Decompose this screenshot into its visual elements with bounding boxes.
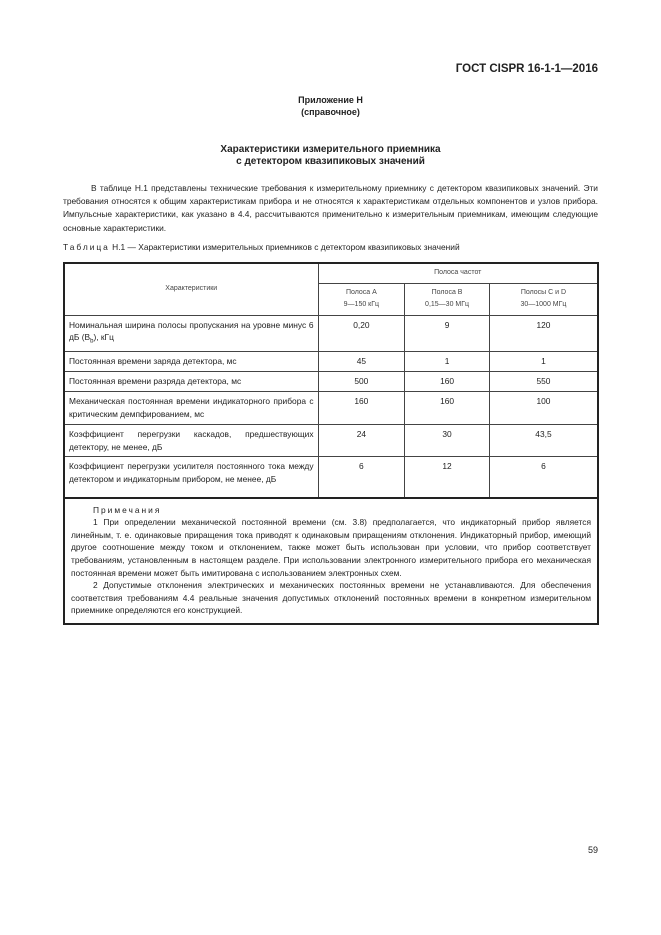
cell-value: 6: [489, 457, 598, 498]
cell-value: 9: [405, 315, 490, 352]
note-1: 1 При определении механической постоянной времени (см. 3.8) предполагается, что индикаторный прибор является линейным, т. е. одинаковые приращения тока приводят к одинаковым приращениям отклонения. Индикаторный прибор, имеющий другое соотношение между током и отклонением, также может быть использован при условии, что прибор соответствует требованиям, установленным в настоящем разделе. При использовании электронного измерительного прибора его механическая постоянная времени может быть имитирована с использованием электронных схем.: [71, 517, 591, 578]
cell-value: 24: [318, 425, 405, 457]
table-row: [64, 392, 598, 425]
annex-title: [0, 94, 661, 118]
row-label: Постоянная времени разряда детектора, мс: [64, 372, 318, 392]
header-band-group: Полоса частот: [318, 263, 598, 283]
heading-line-2: с детектором квазипиковых значений: [236, 156, 425, 167]
note-2: 2 Допустимые отклонения электрических и механических постоянных времени не устанавливаются. Для обеспечения соответствия требованиям 4.4 реальные значения допустимых отклонений постоянных времени в конкретном измерительном приемнике определяются его конструкцией.: [71, 580, 591, 616]
caption-label: Таблица: [63, 242, 110, 252]
caption-text: Н.1 — Характеристики измерительных приемников с детектором квазипиковых значений: [112, 242, 460, 252]
cell-value: 120: [489, 315, 598, 352]
cell-value: 43,5: [489, 425, 598, 457]
cell-value: 1: [489, 352, 598, 372]
header-band-cd: Полосы C и D 30—1000 МГц: [489, 283, 598, 315]
notes-title: Примечания: [93, 504, 162, 515]
row-label: Номинальная ширина полосы пропускания на уровне минус 6 дБ $(B_b)$, кГц: [64, 315, 318, 352]
row-label: Механическая постоянная времени индикаторного прибора с критическим демпфированием, мс: [64, 392, 318, 425]
characteristics-table: [63, 262, 599, 625]
cell-value: 550: [489, 372, 598, 392]
table-row: [64, 372, 598, 392]
document-code: ГОСТ CISPR 16-1-1—2016: [455, 63, 598, 75]
table-row: [64, 425, 598, 457]
cell-value: 30: [405, 425, 490, 457]
cell-value: 12: [405, 457, 490, 498]
cell-value: 100: [489, 392, 598, 425]
row-label: Постоянная времени заряда детектора, мс: [64, 352, 318, 372]
section-heading: [0, 144, 661, 168]
cell-value: 45: [318, 352, 405, 372]
annex-subtitle: (справочное): [301, 107, 360, 117]
row-label: Коэффициент перегрузки усилителя постоянного тока между детектором и индикаторным прибором, не менее, дБ: [64, 457, 318, 498]
cell-value: 160: [318, 392, 405, 425]
row-label: Коэффициент перегрузки каскадов, предшествующих детектору, не менее, дБ: [64, 425, 318, 457]
cell-value: 500: [318, 372, 405, 392]
table-row: [64, 315, 598, 352]
table-row: [64, 457, 598, 498]
notes-row: [64, 498, 598, 624]
page-number: 59: [587, 845, 598, 855]
intro-paragraph: В таблице Н.1 представлены технические требования к измерительному приемнику с детектором квазипиковых значений. Эти требования относятся к общим характеристикам прибора и не относятся к характеристикам отдельных компонентов и узлов прибора. Импульсные характеристики, как указано в 4.4, рассчитываются применительно к измерительным приемникам, имеющим следующие основные характеристики.: [63, 183, 598, 233]
header-band-a: Полоса A 9—150 кГц: [318, 283, 405, 315]
cell-value: 160: [405, 372, 490, 392]
header-characteristics: Характеристики: [64, 263, 318, 315]
cell-value: 0,20: [318, 315, 405, 352]
cell-value: 6: [318, 457, 405, 498]
notes-cell: [64, 498, 598, 624]
table-caption: [63, 242, 460, 252]
cell-value: 1: [405, 352, 490, 372]
annex-label: Приложение Н: [298, 95, 363, 105]
header-band-b: Полоса B 0,15—30 МГц: [405, 283, 490, 315]
table-row: [64, 352, 598, 372]
cell-value: 160: [405, 392, 490, 425]
heading-line-1: Характеристики измерительного приемника: [220, 144, 441, 155]
